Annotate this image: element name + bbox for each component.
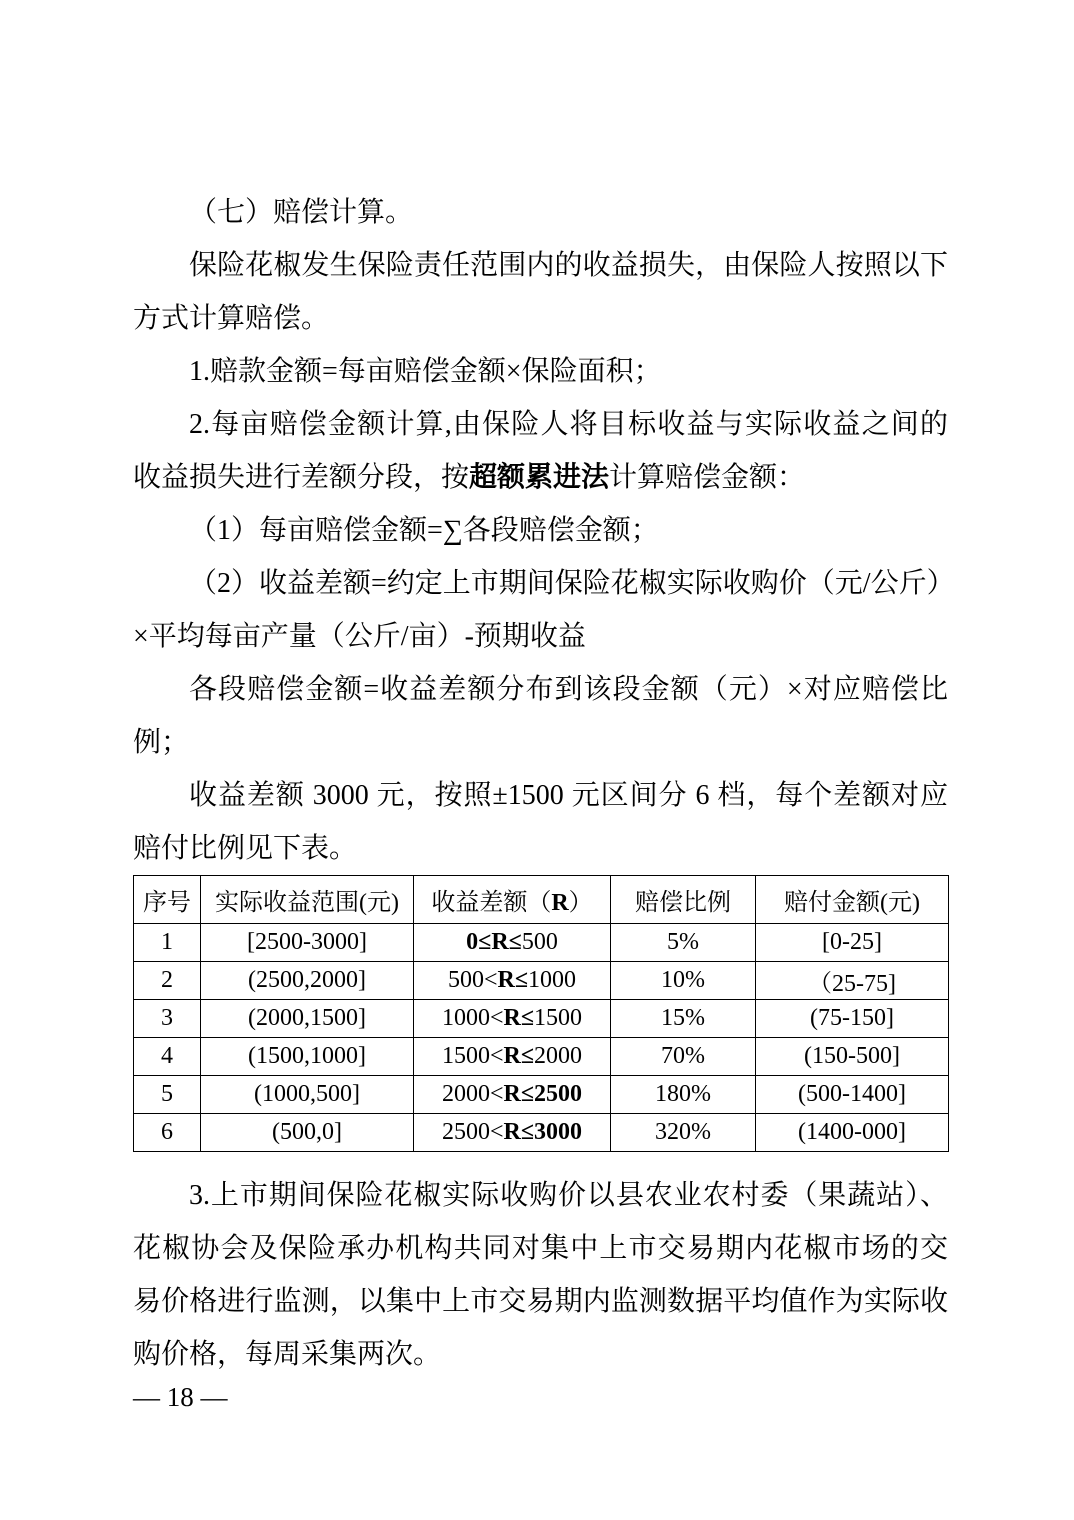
text-run: (1400-000]: [798, 1119, 906, 1145]
table-cell: [611, 1076, 756, 1114]
body-text-top: [133, 186, 955, 875]
text-run: 1: [161, 929, 173, 955]
text-run: 赔付比例见下表。: [133, 833, 358, 864]
table-cell: [201, 924, 414, 962]
text-run: 1000: [528, 967, 577, 993]
table-cell: [201, 1114, 414, 1152]
text-line: [133, 716, 948, 769]
table-cell: [134, 1114, 201, 1152]
text-line: [133, 610, 948, 663]
text-run: 赔付金额(元): [784, 890, 920, 916]
text-line: [133, 822, 948, 875]
body-text-bottom: [133, 1169, 948, 1381]
text-run: 计算赔偿金额：: [609, 462, 806, 493]
text-run: 实际收益范围(元): [215, 890, 399, 916]
table-header-cell: [201, 876, 414, 924]
text-run: 收益差额（: [431, 890, 552, 916]
table-cell: [134, 1000, 201, 1038]
text-run: [0-25]: [822, 929, 882, 955]
table-cell: [756, 1076, 949, 1114]
text-run: 5%: [667, 929, 699, 955]
text-run: (75-150]: [810, 1005, 894, 1031]
table-cell: [414, 1114, 611, 1152]
text-run: 3.上市期间保险花椒实际收购价以县农业农村委（果蔬站）、: [189, 1180, 948, 1211]
table-cell: [134, 924, 201, 962]
text-run: 2.每亩赔偿金额计算,由保险人将目标收益与实际收益之间的: [189, 409, 948, 440]
text-run: 15%: [661, 1005, 705, 1031]
text-run: (1000,500]: [254, 1081, 360, 1107]
table-row: [134, 924, 949, 962]
table-cell: [134, 1038, 201, 1076]
text-line: [133, 1222, 948, 1275]
bold-text-run: R≤2500: [503, 1081, 583, 1107]
text-run: (150-500]: [804, 1043, 900, 1069]
text-run: (1500,1000]: [248, 1043, 366, 1069]
table-cell: [414, 924, 611, 962]
text-run: 2000: [534, 1043, 583, 1069]
bold-text-run: R≤: [497, 967, 529, 993]
text-run: 5: [161, 1081, 173, 1107]
text-run: 赔偿比例: [635, 890, 731, 916]
text-line: [133, 451, 948, 504]
text-run: 序号: [143, 890, 191, 916]
text-run: 方式计算赔偿。: [133, 303, 330, 334]
bold-text-run: R: [551, 890, 569, 916]
table-cell: [756, 1114, 949, 1152]
table-cell: [201, 1000, 414, 1038]
table-row: [134, 1038, 949, 1076]
text-run: [2500-3000]: [247, 929, 367, 955]
table-cell: [756, 962, 949, 1000]
text-run: 10%: [661, 967, 705, 993]
bold-text-run: R≤: [503, 1005, 535, 1031]
text-run: （1）每亩赔偿金额=∑各段赔偿金额；: [189, 515, 659, 546]
text-line: [133, 239, 948, 292]
table-row: [134, 1000, 949, 1038]
bold-text-run: R≤3000: [503, 1119, 583, 1145]
text-run: 2: [161, 967, 173, 993]
text-run: 1.赔款金额=每亩赔偿金额×保险面积；: [189, 356, 662, 387]
text-run: 易价格进行监测，以集中上市交易期内监测数据平均值作为实际收: [133, 1286, 948, 1317]
table-cell: [756, 1000, 949, 1038]
text-run: ）: [568, 890, 593, 916]
text-run: 2000<: [441, 1081, 504, 1107]
text-run: 6: [161, 1119, 173, 1145]
table-header-row: [134, 876, 949, 924]
table-header-cell: [611, 876, 756, 924]
text-run: (500,0]: [272, 1119, 342, 1145]
table-cell: [756, 924, 949, 962]
table-cell: [134, 962, 201, 1000]
bold-text-run: R≤: [503, 1043, 535, 1069]
table-cell: [611, 1114, 756, 1152]
text-run: 例；: [133, 727, 190, 758]
text-run: 500<: [447, 967, 498, 993]
table-cell: [201, 1076, 414, 1114]
table-cell: [201, 962, 414, 1000]
text-run: （2）收益差额=约定上市期间保险花椒实际收购价（元/公斤）: [189, 568, 955, 599]
text-line: [133, 292, 948, 345]
document-content: [133, 186, 955, 1412]
text-run: 3: [161, 1005, 173, 1031]
table-cell: [756, 1038, 949, 1076]
text-line: [133, 345, 948, 398]
text-line: [133, 504, 948, 557]
text-run: 4: [161, 1043, 173, 1069]
text-run: 180%: [655, 1081, 711, 1107]
bold-text-run: 超额累进法: [469, 462, 610, 493]
text-run: ×平均每亩产量（公斤/亩）-预期收益: [133, 621, 586, 652]
text-line: [133, 1169, 948, 1222]
table-row: [134, 1076, 949, 1114]
text-line: [133, 1328, 948, 1381]
table-cell: [611, 924, 756, 962]
table-cell: [414, 1076, 611, 1114]
table-cell: [134, 1076, 201, 1114]
table-header-cell: [134, 876, 201, 924]
text-run: 70%: [661, 1043, 705, 1069]
text-line: [133, 186, 948, 239]
text-run: (500-1400]: [798, 1081, 906, 1107]
table-header-cell: [756, 876, 949, 924]
text-run: 花椒协会及保险承办机构共同对集中上市交易期内花椒市场的交: [133, 1233, 948, 1264]
text-line: [133, 663, 948, 716]
table-cell: [611, 1000, 756, 1038]
table-cell: [414, 962, 611, 1000]
table-cell: [611, 962, 756, 1000]
table-cell: [414, 1000, 611, 1038]
bold-text-run: 0≤R≤: [466, 929, 522, 955]
text-run: (2500,2000]: [248, 967, 366, 993]
text-run: 320%: [655, 1119, 711, 1145]
text-run: 2500<: [441, 1119, 504, 1145]
table-cell: [201, 1038, 414, 1076]
text-run: 1000<: [441, 1005, 504, 1031]
page-number: — 18 —: [133, 1382, 228, 1412]
text-run: 收益损失进行差额分段，按: [133, 462, 470, 493]
text-line: [133, 1275, 948, 1328]
table-header-cell: [414, 876, 611, 924]
text-run: （七）赔偿计算。: [189, 197, 414, 228]
text-run: （25-75]: [808, 971, 896, 997]
text-run: 500: [521, 929, 558, 955]
table-row: [134, 1114, 949, 1152]
table-cell: [414, 1038, 611, 1076]
text-line: [133, 557, 955, 610]
text-run: 各段赔偿金额=收益差额分布到该段金额（元）×对应赔偿比: [189, 674, 948, 705]
table-row: [134, 962, 949, 1000]
text-run: 收益差额 3000 元，按照±1500 元区间分 6 档，每个差额对应: [189, 780, 948, 811]
text-run: (2000,1500]: [248, 1005, 366, 1031]
table-cell: [611, 1038, 756, 1076]
text-run: 保险花椒发生保险责任范围内的收益损失，由保险人按照以下: [189, 250, 948, 281]
text-line: [133, 769, 948, 822]
text-line: [133, 398, 948, 451]
text-run: 1500: [534, 1005, 583, 1031]
compensation-table: [133, 875, 949, 1152]
text-run: 1500<: [441, 1043, 504, 1069]
text-run: 购价格，每周采集两次。: [133, 1339, 442, 1370]
